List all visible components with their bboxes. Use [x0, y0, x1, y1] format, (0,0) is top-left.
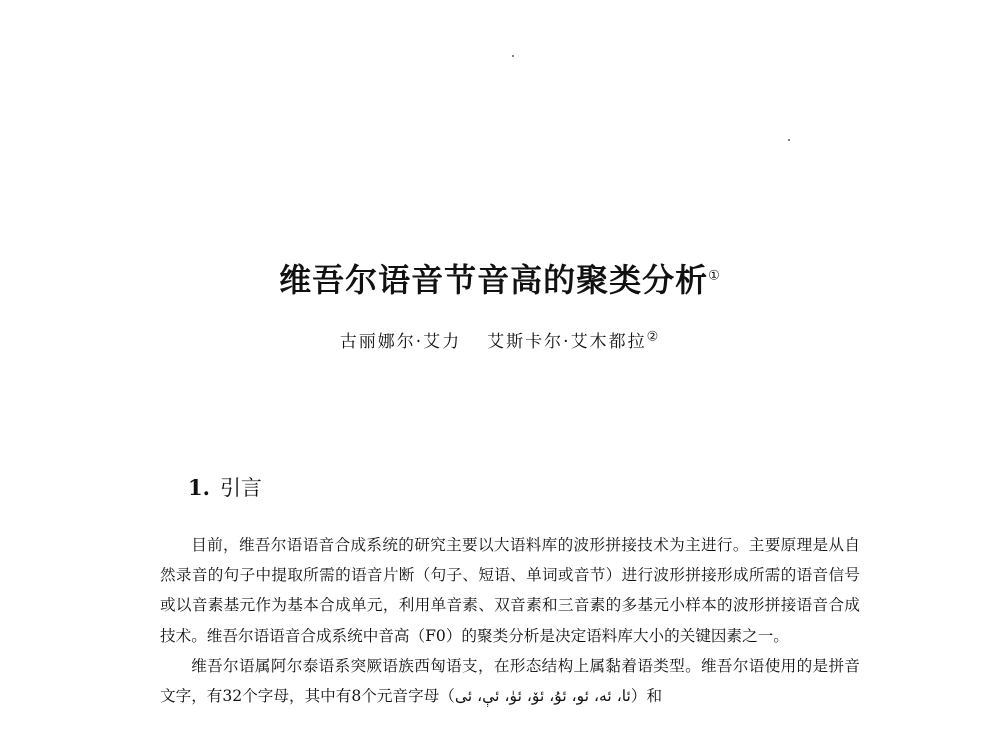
scan-speck: [788, 139, 790, 141]
title-text: 维吾尔语音节音高的聚类分析: [279, 261, 709, 299]
body-text: [160, 530, 860, 711]
author-name: 古丽娜尔·艾力: [339, 332, 462, 352]
scan-speck: [512, 55, 514, 57]
author-name: 艾斯卡尔·艾木都拉: [487, 332, 647, 352]
section-title: 引言: [219, 476, 262, 500]
paragraph: 维吾尔语属阿尔泰语系突厥语族西匈语支，在形态结构上属黏着语类型。维吾尔语使用的是拼音文字，有32个字母，其中有8个元音字母（ئا، ئە، ئو، ئۇ، ئۆ، ئۈ، ئې، ئى）和: [160, 656, 860, 706]
title-footnote-mark: ①: [708, 268, 721, 284]
paragraph: 目前，维吾尔语语音合成系统的研究主要以大语料库的波形拼接技术为主进行。主要原理是从自然录音的句子中提取所需的语音片断（句子、短语、单词或音节）进行波形拼接形成所需的语音信号或以音素基元作为基本合成单元，利用单音素、双音素和三音素的多基元小样本的波形拼接语音合成技术。维吾尔语语音合成系统中音高（F0）的聚类分析是决定语料库大小的关键因素之一。: [160, 536, 860, 645]
author-line: [0, 327, 1000, 352]
section-heading: [188, 472, 262, 502]
section-number: 1.: [188, 475, 210, 500]
paper-title: [0, 255, 1000, 301]
author-footnote-mark: ②: [646, 329, 661, 345]
